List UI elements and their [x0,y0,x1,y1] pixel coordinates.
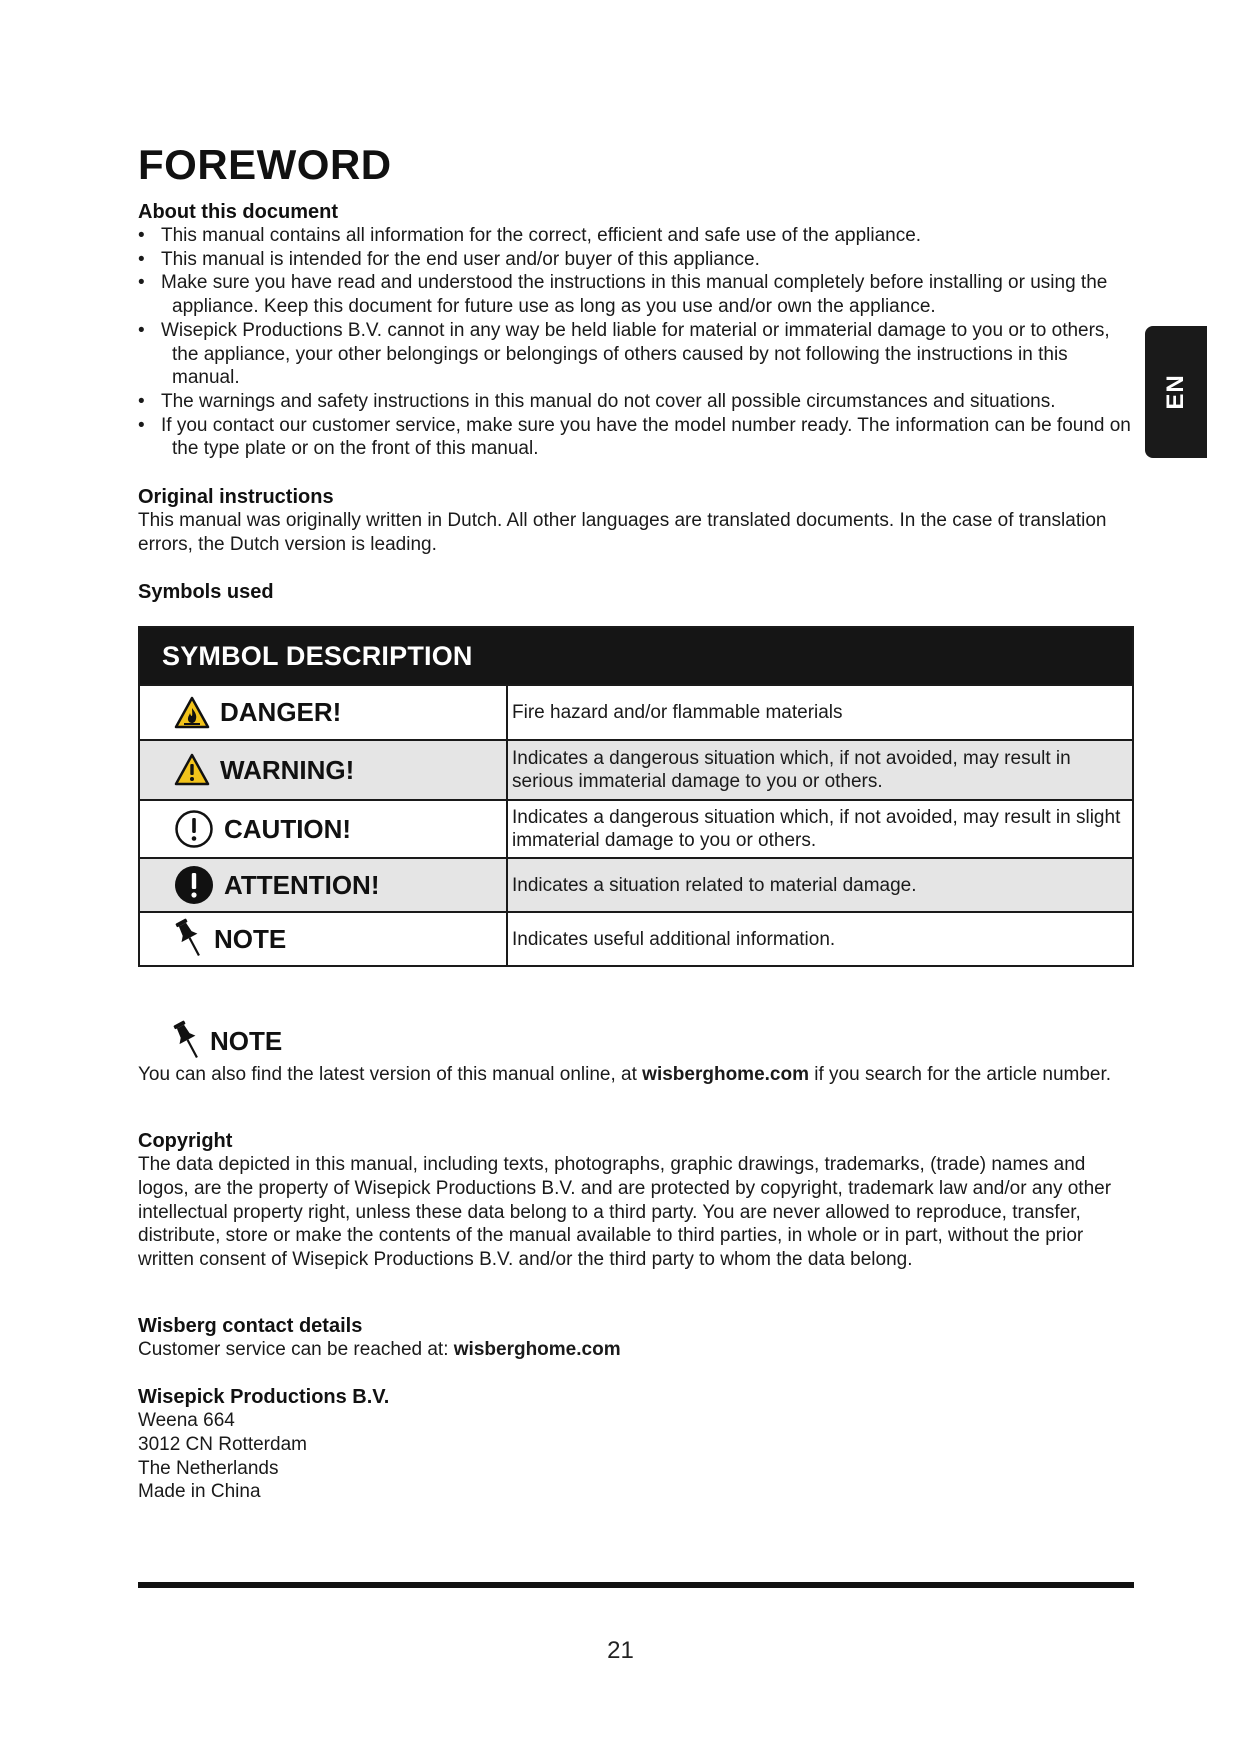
pushpin-icon [174,917,204,961]
about-item: • Wisepick Productions B.V. cannot in any way be held liable for material or immaterial damage to you or to others, the appliance, your other belongings or belongings of others caused by not following the instructions in this manual. [138,319,1133,390]
company-address-line: Made in China [138,1481,261,1503]
about-heading: About this document [138,201,338,223]
symbol-row-attention [139,858,1133,912]
note-link[interactable]: wisberghome.com [642,1064,809,1086]
exclamation-circle-filled-icon [174,865,214,905]
symbol-cell [139,800,507,858]
company-address-line: The Netherlands [138,1457,279,1479]
symbol-row-caution [139,800,1133,858]
copyright-heading: Copyright [138,1130,233,1153]
symbol-description-note: Indicates useful additional information. [507,912,1133,966]
symbols-heading: Symbols used [138,581,274,604]
symbol-description-warning: Indicates a dangerous situation which, if not avoided, may result in serious immaterial damage to you or others. [507,740,1133,800]
contact-text-label: Customer service can be reached at: [138,1338,454,1360]
about-item: • This manual contains all information for the correct, efficient and safe use of the appliance. [138,224,1133,248]
symbol-description-attention: Indicates a situation related to material damage. [507,858,1133,912]
exclamation-circle-outline-icon [174,809,214,849]
company-section [138,1385,1133,1504]
pushpin-icon [172,1019,202,1063]
copyright-text: The data depicted in this manual, including texts, photographs, graphic drawings, trademarks, (trade) names and logos, are the property of Wisepick Productions B.V. and are protected by copyright, trademark law and/or any other intellectual property right, unless these data belong to a third party. You are never allowed to reproduce, transfer, distribute, store or make the contents of the manual available to third parties, in whole or in part, without the prior written consent of Wisepick Productions B.V. and/or the third party to whom the data belong. [138,1154,1112,1270]
about-item: • If you contact our customer service, make sure you have the model number ready. The information can be found on the type plate or on the front of this manual. [138,414,1133,461]
note-text-before: You can also find the latest version of this manual online, at [138,1064,643,1086]
original-heading: Original instructions [138,486,334,509]
about-section [138,200,1133,461]
symbol-cell [139,912,507,966]
symbol-cell [139,858,507,912]
fire-warning-triangle-icon [174,696,210,730]
original-instructions-section [138,485,1133,556]
symbol-table-header: SYMBOL DESCRIPTION [139,627,1133,685]
copyright-section [138,1129,1133,1272]
page-number: 21 [607,1637,634,1664]
about-list [138,224,1133,461]
exclamation-warning-triangle-icon [174,753,210,787]
symbol-label-caution: CAUTION! [224,813,352,844]
symbol-cell [139,740,507,800]
note-label: NOTE [210,1025,283,1056]
symbols-section [138,580,1133,967]
symbol-row-danger [139,685,1133,740]
symbol-cell [139,685,507,740]
note-text [138,1063,1133,1087]
about-item: • Make sure you have read and understood the instructions in this manual completely before installing or using the appliance. Keep this document for future use as long as you use and/or own the appliance. [138,271,1133,318]
page-content [138,140,1133,1504]
symbol-description-caution: Indicates a dangerous situation which, if not avoided, may result in slight immaterial damage to you or others. [507,800,1133,858]
company-address-line: Weena 664 [138,1410,235,1432]
footer-divider [138,1582,1134,1588]
page-title: FOREWORD [138,141,392,188]
language-tab [1145,326,1207,458]
symbol-label-attention: ATTENTION! [224,869,380,900]
about-item: • This manual is intended for the end user and/or buyer of this appliance. [138,248,1133,272]
symbol-row-warning [139,740,1133,800]
language-tab-label: EN [1162,374,1189,410]
contact-link[interactable]: wisberghome.com [453,1338,621,1360]
symbol-table-header-row [139,627,1133,685]
company-name: Wisepick Productions B.V. [138,1386,390,1409]
symbol-table [138,626,1134,967]
symbol-label-danger: DANGER! [220,697,342,728]
company-address-line: 3012 CN Rotterdam [138,1434,307,1456]
about-item: • The warnings and safety instructions in this manual do not cover all possible circumstances and situations. [138,390,1133,414]
contact-section [138,1314,1133,1362]
symbol-row-note [139,912,1133,966]
contact-heading: Wisberg contact details [138,1314,363,1337]
note-text-after: if you search for the article number. [809,1064,1112,1086]
symbol-label-warning: WARNING! [220,754,355,785]
symbol-description-danger: Fire hazard and/or flammable materials [507,685,1133,740]
contact-text [138,1338,1133,1362]
symbol-label-note: NOTE [214,923,287,954]
note-section [138,1019,1133,1087]
original-text: This manual was originally written in Dutch. All other languages are translated documents. In the case of translation errors, the Dutch version is leading. [138,510,1107,555]
